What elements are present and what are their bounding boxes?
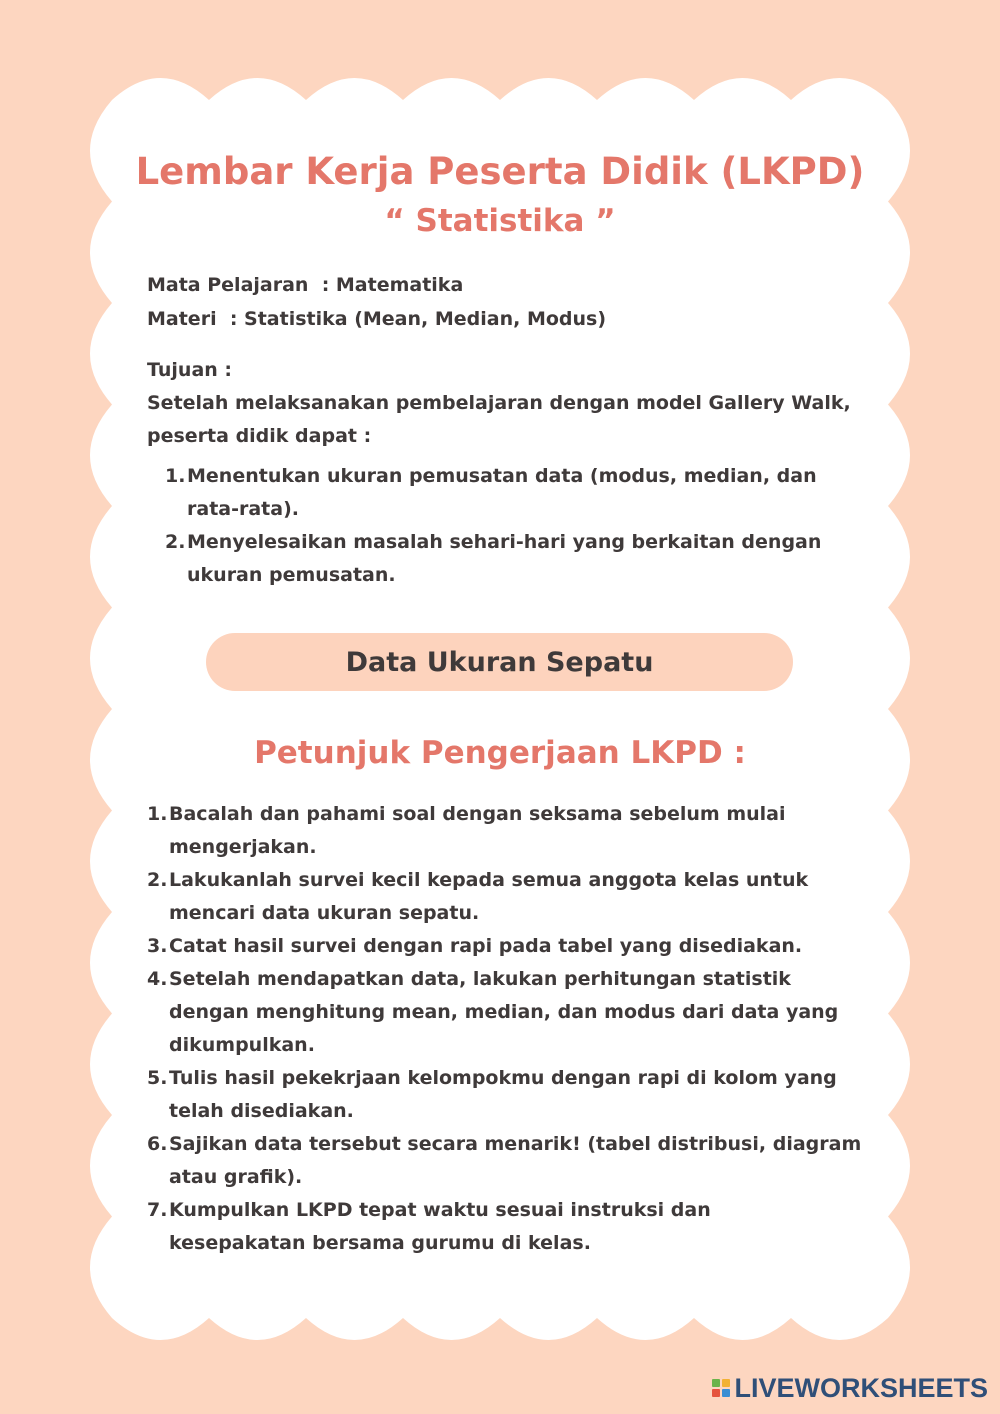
list-item xyxy=(165,460,865,526)
list-text: Menyelesaikan masalah sehari-hari yang berkaitan dengan xyxy=(187,531,822,553)
list-item xyxy=(147,930,872,963)
list-number: 5. xyxy=(147,1067,168,1089)
list-text: Tulis hasil pekekrjaan kelompokmu dengan rapi di kolom yang xyxy=(169,1067,837,1089)
list-text: kesepakatan bersama gurumu di kelas. xyxy=(169,1232,591,1254)
instructions-list xyxy=(147,798,872,1260)
list-item xyxy=(147,963,872,1062)
brand-name: LIVEWORKSHEETS xyxy=(734,1372,988,1403)
list-text: atau grafik). xyxy=(169,1166,303,1188)
liveworksheets-logo-icon xyxy=(712,1379,730,1397)
list-number: 2. xyxy=(165,531,186,553)
list-text: ukuran pemusatan. xyxy=(187,564,396,586)
material-label: Materi xyxy=(147,308,217,330)
list-text: Menentukan ukuran pemusatan data (modus, median, dan xyxy=(187,465,817,487)
goals-heading: Tujuan : xyxy=(147,359,232,381)
page-subtitle: “ Statistika ” xyxy=(384,203,616,239)
list-item xyxy=(147,864,872,930)
list-number: 7. xyxy=(147,1199,168,1221)
list-number: 1. xyxy=(147,803,168,825)
page-title: Lembar Kerja Peserta Didik (LKPD) xyxy=(135,150,865,193)
goals-intro-line-1: Setelah melaksanakan pembelajaran dengan model Gallery Walk, xyxy=(147,392,851,414)
list-item xyxy=(165,526,865,592)
list-text: Bacalah dan pahami soal dengan seksama sebelum mulai xyxy=(169,803,786,825)
list-text: rata-rata). xyxy=(187,498,299,520)
list-item xyxy=(147,798,872,864)
list-text: Kumpulkan LKPD tepat waktu sesuai instruksi dan xyxy=(169,1199,711,1221)
material-value: : Statistika (Mean, Median, Modus) xyxy=(229,308,607,330)
list-text: telah disediakan. xyxy=(169,1100,354,1122)
instructions-heading: Petunjuk Pengerjaan LKPD : xyxy=(254,735,746,771)
list-text: Sajikan data tersebut secara menarik! (tabel distribusi, diagram xyxy=(169,1133,862,1155)
list-item xyxy=(147,1128,872,1194)
list-text: mengerjakan. xyxy=(169,836,317,858)
material-row xyxy=(147,306,606,332)
list-number: 4. xyxy=(147,968,168,990)
list-number: 6. xyxy=(147,1133,168,1155)
list-text: mencari data ukuran sepatu. xyxy=(169,902,480,924)
list-text: Setelah mendapatkan data, lakukan perhitungan statistik xyxy=(169,968,791,990)
list-number: 1. xyxy=(165,465,186,487)
list-number: 2. xyxy=(147,869,168,891)
banner-label: Data Ukuran Sepatu xyxy=(345,646,654,678)
liveworksheets-brand[interactable] xyxy=(712,1372,988,1404)
subject-value: : Matematika xyxy=(321,274,464,296)
subject-row xyxy=(147,272,463,298)
list-text: dikumpulkan. xyxy=(169,1034,315,1056)
list-number: 3. xyxy=(147,935,168,957)
goals-intro-line-2: peserta didik dapat : xyxy=(147,425,372,447)
list-item xyxy=(147,1062,872,1128)
list-item xyxy=(147,1194,872,1260)
subject-label: Mata Pelajaran xyxy=(147,274,309,296)
list-text: Catat hasil survei dengan rapi pada tabel yang disediakan. xyxy=(169,935,803,957)
goals-block xyxy=(147,354,877,453)
goals-list xyxy=(165,460,865,592)
data-section-banner xyxy=(206,633,793,691)
list-text: dengan menghitung mean, median, dan modus dari data yang xyxy=(169,1001,839,1023)
list-text: Lakukanlah survei kecil kepada semua anggota kelas untuk xyxy=(169,869,809,891)
